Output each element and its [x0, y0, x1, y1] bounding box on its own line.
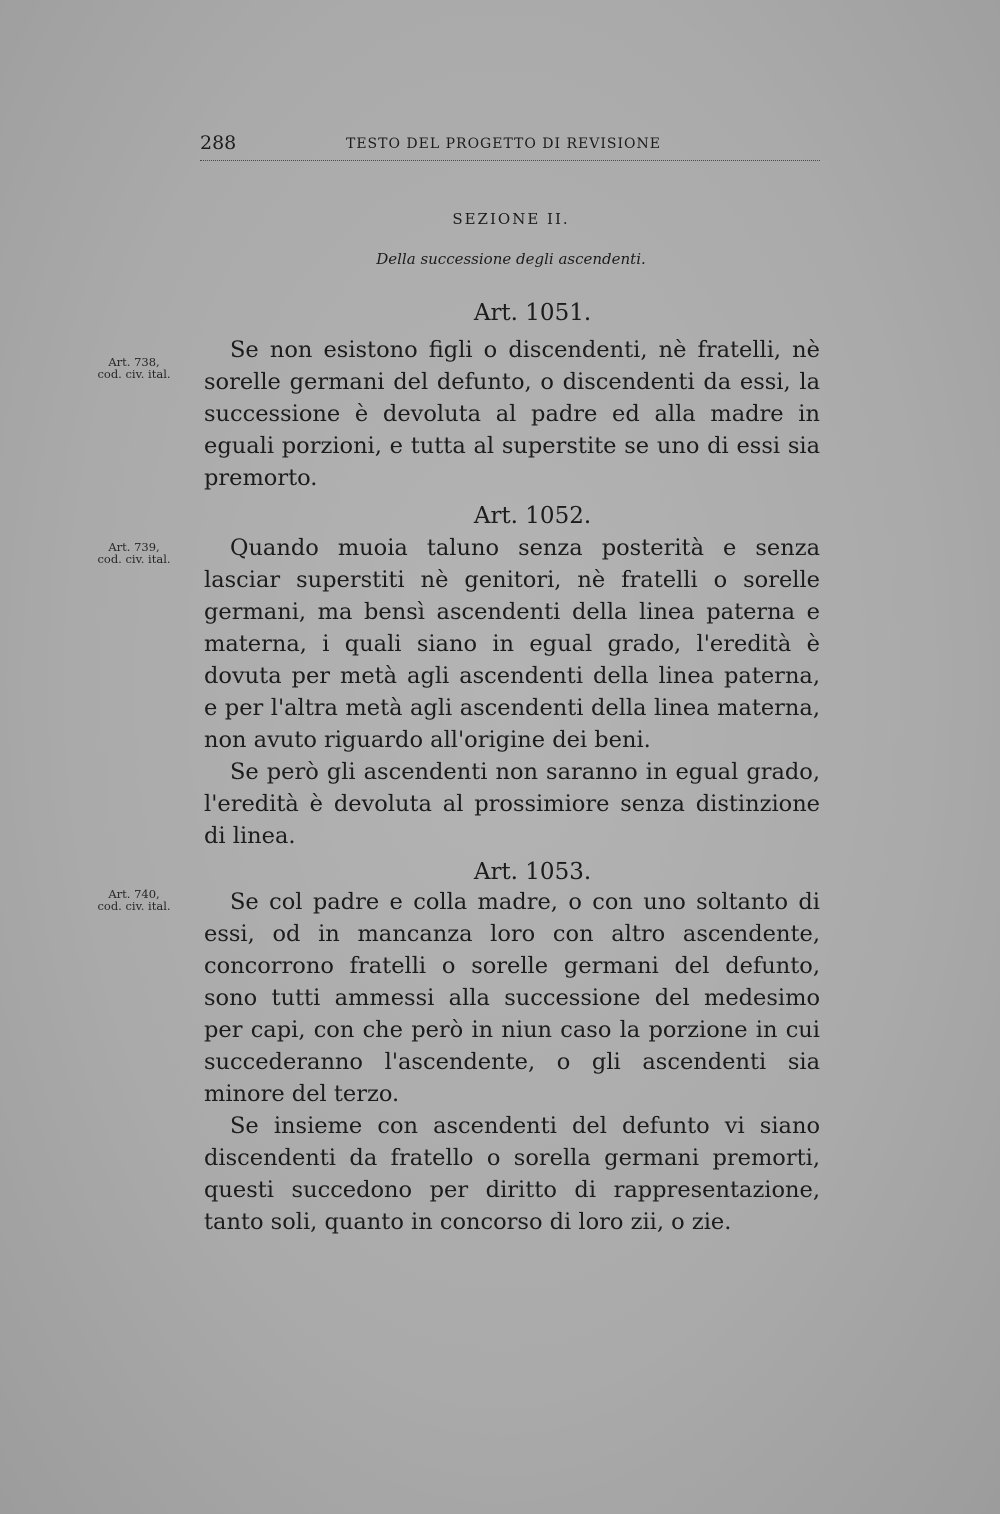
running-title: TESTO DEL PROGETTO DI REVISIONE [346, 136, 661, 152]
margin-note-art-1052 [86, 541, 182, 565]
margin-note-art-1053 [86, 888, 182, 912]
page-number: 288 [200, 132, 237, 154]
article-body-1053 [204, 886, 820, 1238]
section-title: SEZIONE II. [452, 210, 570, 228]
article-body-1052 [204, 532, 820, 852]
section-subtitle: Della successione degli ascendenti. [376, 250, 646, 268]
margin-note-line: cod. civ. ital. [97, 367, 171, 381]
article-paragraph: Quando muoia taluno senza posterità e senza lasciar superstiti nè genitori, nè fratelli o sorelle germani, ma bensì ascendenti della linea paterna e materna, i quali siano in egual grado, l'eredità è dovuta per metà agli ascendenti della linea paterna, e per l'altra metà agli ascendenti della linea materna, non avuto riguardo all'origine dei beni. [204, 535, 820, 753]
margin-note-line: Art. 738, [108, 355, 160, 369]
article-paragraph: Se insieme con ascendenti del defunto vi siano discendenti da fratello o sorella germani premorti, questi succedono per diritto di rappresentazione, tanto soli, quanto in concorso di loro zii, o zie. [204, 1113, 820, 1235]
article-paragraph: Se però gli ascendenti non saranno in egual grado, l'eredità è devoluta al prossimiore senza distinzione di linea. [204, 759, 820, 849]
margin-note-line: Art. 740, [108, 887, 160, 901]
margin-note-line: cod. civ. ital. [97, 552, 171, 566]
article-paragraph: Se non esistono figli o discendenti, nè fratelli, nè sorelle germani del defunto, o discendenti da essi, la successione è devoluta al padre ed alla madre in eguali porzioni, e tutta al superstite se uno di essi sia premorto. [204, 337, 820, 491]
article-title-1051: Art. 1051. [473, 300, 592, 326]
page-header [200, 132, 820, 161]
article-paragraph: Se col padre e colla madre, o con uno soltanto di essi, od in mancanza loro con altro ascendente, concorrono fratelli o sorelle germani del defunto, sono tutti ammessi alla successione del medesimo per capi, con che però in niun caso la porzione in cui succederanno l'ascendente, o gli ascendenti sia minore del terzo. [204, 889, 820, 1107]
margin-note-line: Art. 739, [108, 540, 160, 554]
article-title-1053: Art. 1053. [473, 859, 592, 885]
article-title-1052: Art. 1052. [473, 503, 592, 529]
margin-note-line: cod. civ. ital. [97, 899, 171, 913]
margin-note-art-1051 [86, 356, 182, 380]
article-body-1051 [204, 334, 820, 494]
